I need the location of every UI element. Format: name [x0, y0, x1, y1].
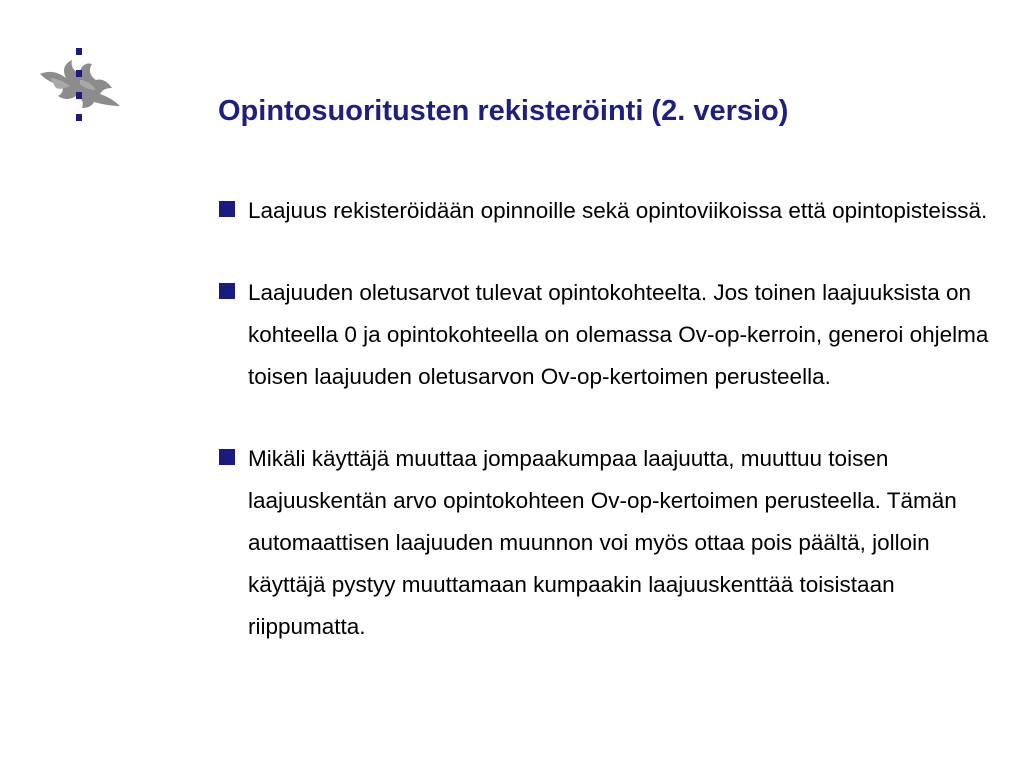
bullet-text: Laajuuden oletusarvot tulevat opintokohteelta. Jos toinen laajuuksista on kohteella 0 ja opintokohteella on olemassa Ov-op-kerroin, generoi ohjelma toisen laajuuden oletusarvon Ov-op-kertoimen perusteella.	[248, 280, 989, 389]
bullet-text: Mikäli käyttäjä muuttaa jompaakumpaa laajuutta, muuttuu toisen laajuuskentän arvo opintokohteen Ov-op-kertoimen perusteella. Tämän automaattisen laajuuden muunnon voi myös ottaa pois päältä, jolloin käyttäjä pystyy muuttamaan kumpaakin laajuuskenttää toisistaan riippumatta.	[248, 446, 957, 639]
square-bullet-icon	[219, 449, 235, 465]
bullet-text: Laajuus rekisteröidään opinnoille sekä opintoviikoissa että opintopisteissä.	[248, 198, 988, 223]
bullet-item	[218, 190, 993, 232]
university-flame-logo-icon	[36, 44, 126, 136]
bullet-list	[218, 190, 993, 688]
bullet-item	[218, 438, 993, 648]
square-bullet-icon	[219, 201, 235, 217]
slide-title: Opintosuoritusten rekisteröinti (2. versio)	[218, 95, 789, 127]
square-bullet-icon	[219, 283, 235, 299]
bullet-item	[218, 272, 993, 398]
